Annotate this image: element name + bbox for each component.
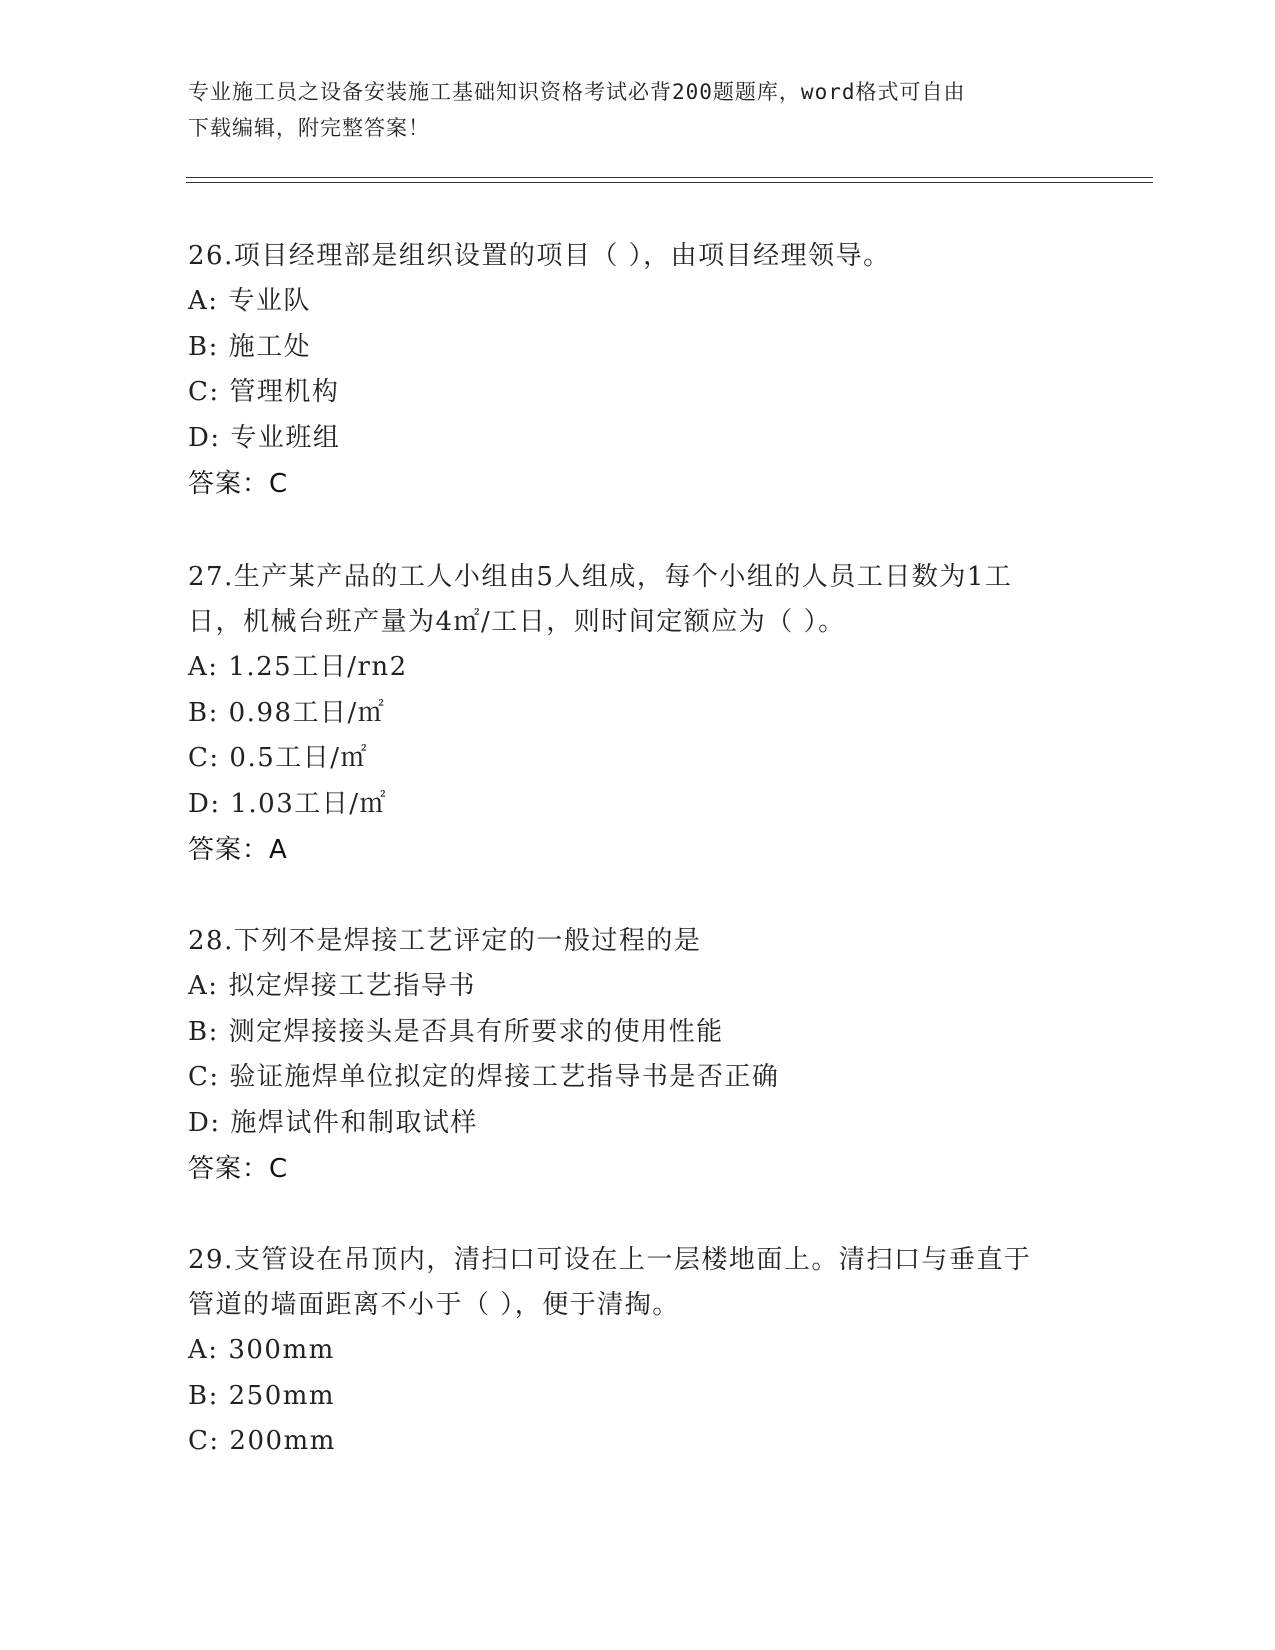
question-text-line-1: 27.生产某产品的工人小组由5人组成，每个小组的人员工日数为1工	[188, 562, 1013, 592]
option-label: D:	[188, 422, 221, 453]
option-label: A:	[188, 652, 219, 682]
option-text: 施工处	[228, 331, 312, 362]
option-b	[188, 325, 1088, 371]
option-label: A:	[188, 286, 219, 316]
option-text: 1.03工日/㎡	[230, 788, 388, 819]
document-header	[188, 74, 1088, 146]
option-d	[188, 782, 1088, 828]
option-text: 1.25工日/rn2	[228, 652, 408, 682]
option-text: 250mm	[228, 1380, 336, 1411]
option-label: C:	[188, 1062, 220, 1092]
option-text: 200mm	[229, 1426, 336, 1456]
question-text: 26.项目经理部是组织设置的项目（ ），由项目经理领导。	[188, 241, 891, 271]
option-text: 300mm	[228, 1335, 335, 1365]
option-text: 施焊试件和制取试样	[230, 1107, 478, 1138]
option-text: 0.5工日/㎡	[229, 743, 369, 773]
question-text-line-1: 29.支管设在吊顶内，清扫口可设在上一层楼地面上。清扫口与垂直于	[188, 1245, 1032, 1275]
header-line-1: 专业施工员之设备安装施工基础知识资格考试必背200题题库，word格式可自由	[188, 80, 966, 104]
option-a	[188, 645, 1088, 691]
option-text: 0.98工日/㎡	[228, 697, 386, 728]
header-divider-bottom	[186, 182, 1153, 183]
option-label: C:	[188, 743, 220, 773]
question-text: 28.下列不是焊接工艺评定的一般过程的是	[188, 926, 702, 956]
option-label: D:	[188, 1107, 221, 1138]
option-text: 验证施焊单位拟定的焊接工艺指导书是否正确	[229, 1062, 780, 1092]
option-label: B:	[188, 697, 219, 728]
option-c	[188, 736, 1088, 782]
header-divider-top	[186, 177, 1153, 178]
option-label: B:	[188, 331, 219, 362]
option-a	[188, 279, 1088, 325]
answer-line: 答案：C	[188, 469, 289, 499]
option-text: 测定焊接接头是否具有所要求的使用性能	[228, 1016, 724, 1047]
option-c	[188, 1055, 1088, 1101]
option-text: 拟定焊接工艺指导书	[228, 971, 476, 1001]
option-c	[188, 370, 1088, 416]
option-label: A:	[188, 1335, 219, 1365]
option-text: 管理机构	[229, 377, 340, 407]
option-c	[188, 1419, 1088, 1465]
option-b	[188, 1374, 1088, 1420]
option-label: C:	[188, 377, 220, 407]
option-b	[188, 691, 1088, 737]
answer-line: 答案：A	[188, 835, 288, 865]
option-text: 专业班组	[230, 422, 341, 453]
option-label: D:	[188, 788, 221, 819]
option-d	[188, 416, 1088, 462]
option-d	[188, 1101, 1088, 1147]
question-text-line-2: 管道的墙面距离不小于（ ），便于清掏。	[188, 1290, 680, 1320]
header-line-2: 下载编辑，附完整答案！	[188, 116, 430, 140]
question-29	[188, 1238, 1088, 1465]
question-27	[188, 555, 1088, 873]
answer-line: 答案：C	[188, 1154, 289, 1184]
option-a	[188, 1328, 1088, 1374]
question-text-line-2: 日，机械台班产量为4㎡/工日，则时间定额应为（ ）。	[188, 607, 846, 637]
option-label: C:	[188, 1426, 220, 1456]
option-text: 专业队	[228, 286, 311, 316]
option-label: A:	[188, 971, 219, 1001]
option-label: B:	[188, 1016, 219, 1047]
question-26	[188, 234, 1088, 507]
option-b	[188, 1010, 1088, 1056]
option-label: B:	[188, 1380, 219, 1411]
question-28	[188, 919, 1088, 1192]
option-a	[188, 964, 1088, 1010]
